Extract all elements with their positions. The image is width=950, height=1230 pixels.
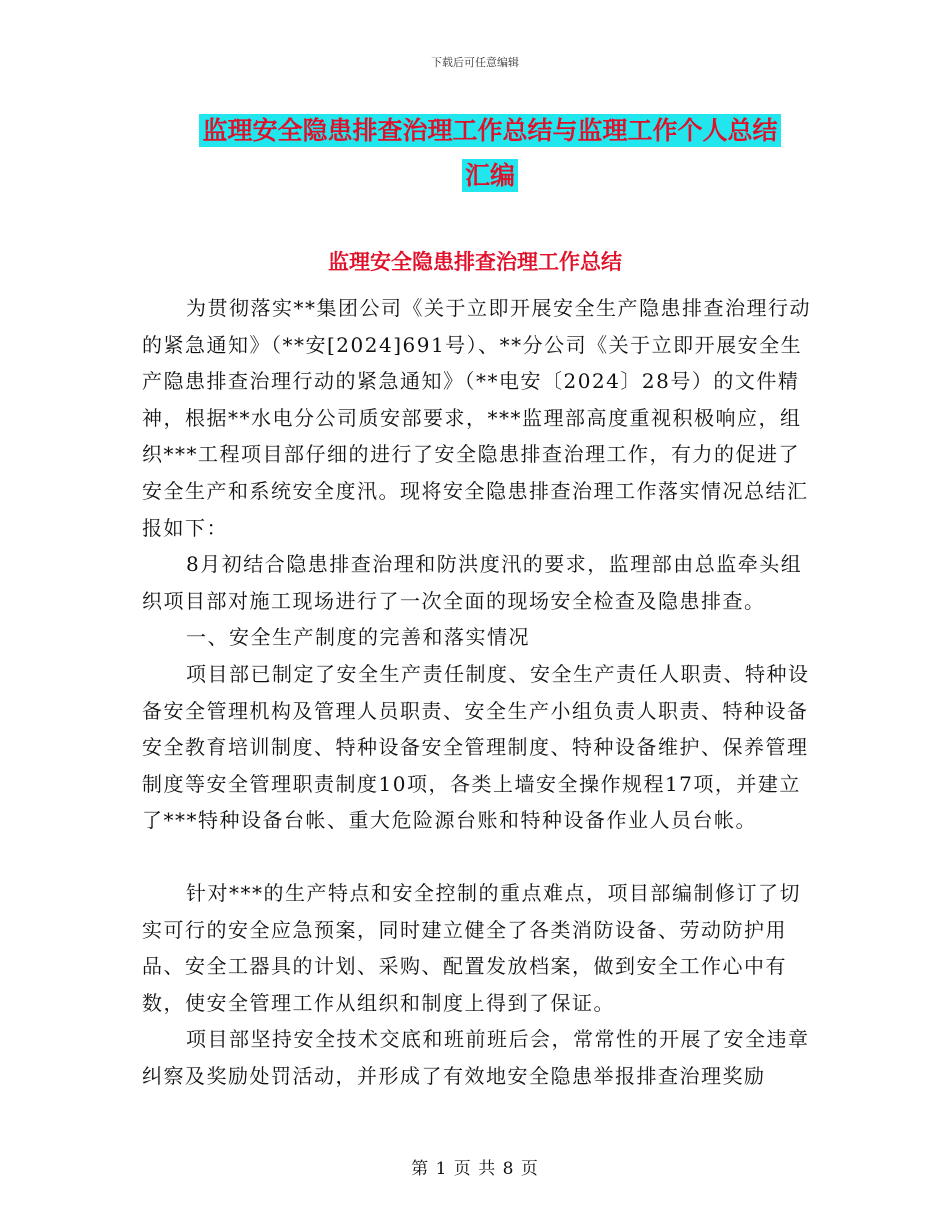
- section-title: 监理安全隐患排查治理工作总结: [328, 249, 622, 274]
- paragraph-inspection: 8月初结合隐患排查治理和防洪度汛的要求，监理部由总监牵头组织项目部对施工现场进行了一次全面的现场安全检查及隐患排查。: [142, 552, 803, 613]
- subheading-safety-system: 一、安全生产制度的完善和落实情况: [186, 625, 530, 650]
- header-note: 下载后可任意编辑: [431, 56, 519, 69]
- body-text: [142, 290, 812, 1094]
- paragraph-briefing: 项目部坚持安全技术交底和班前班后会，常常性的开展了安全违章纠察及奖励处罚活动，并形成了有效地安全隐患举报排查治理奖励: [142, 1027, 810, 1088]
- page-number-footer: 第 1 页 共 8 页: [411, 1159, 539, 1179]
- main-title-line2: 汇编: [462, 159, 518, 192]
- main-title-line1: 监理安全隐患排查治理工作总结与监理工作个人总结: [199, 114, 780, 147]
- paragraph-intro: 为贯彻落实**集团公司《关于立即开展安全生产隐患排查治理行动的紧急通知》（**安[2024]691号）、**分公司《关于立即开展安全生产隐患排查治理行动的紧急通知》（**电安〔2024〕28号）的文件精神，根据**水电分公司质安部要求，***监理部高度重视积极响应，组织***工程项目部仔细的进行了安全隐患排查治理工作，有力的促进了安全生产和系统安全度汛。现将安全隐患排查治理工作落实情况总结汇报如下：: [142, 296, 811, 540]
- paragraph-systems: 项目部已制定了安全生产责任制度、安全生产责任人职责、特种设备安全管理机构及管理人员职责、安全生产小组负责人职责、特种设备安全教育培训制度、特种设备安全管理制度、特种设备维护、保养管理制度等安全管理职责制度10项，各类上墙安全操作规程17项，并建立了***特种设备台帐、重大危险源台账和特种设备作业人员台帐。: [142, 661, 810, 833]
- main-title: [140, 108, 840, 198]
- paragraph-emergency-plan: 针对***的生产特点和安全控制的重点难点，项目部编制修订了切实可行的安全应急预案，同时建立健全了各类消防设备、劳动防护用品、安全工器具的计划、采购、配置发放档案，做到安全工作心中有数，使安全管理工作从组织和制度上得到了保证。: [142, 880, 801, 1015]
